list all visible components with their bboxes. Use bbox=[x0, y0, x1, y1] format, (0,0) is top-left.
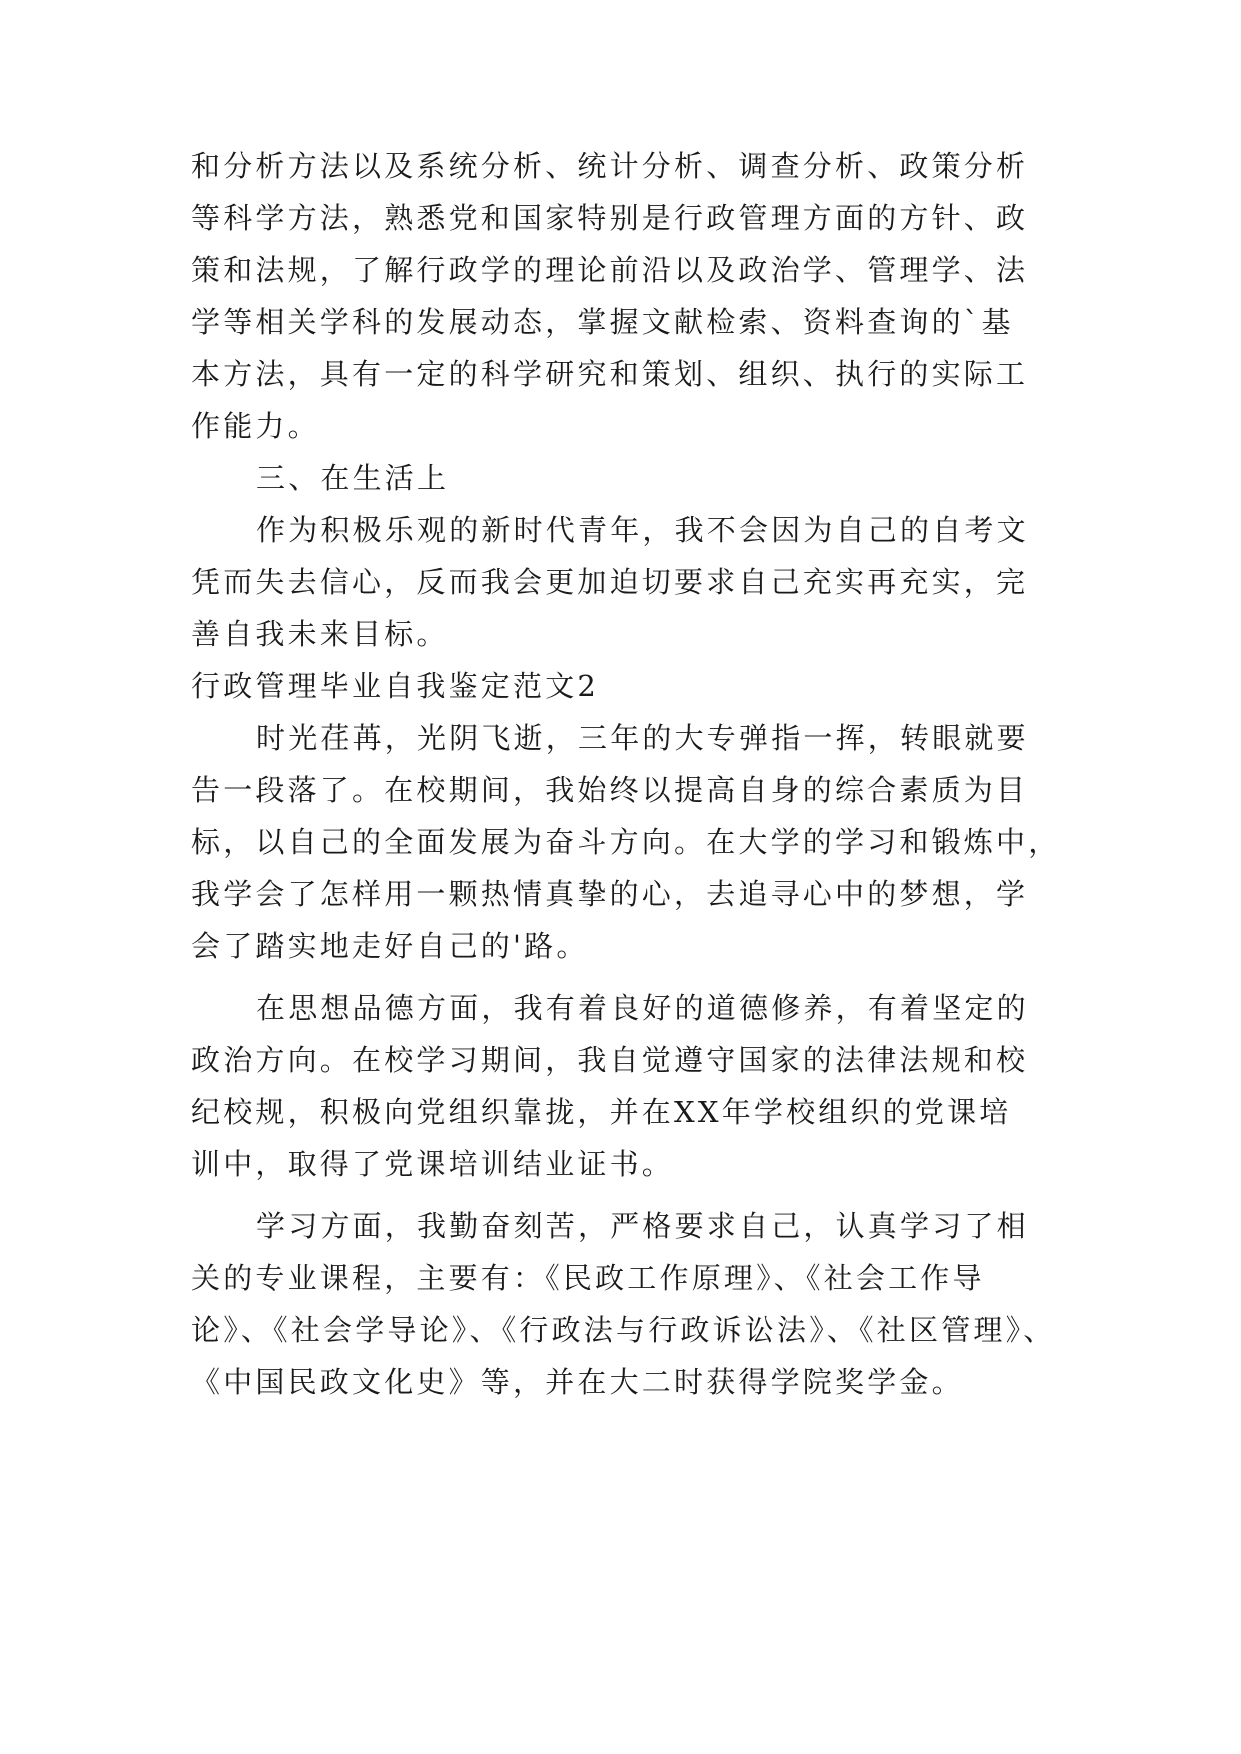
body-text-line: 策和法规，了解行政学的理论前沿以及政治学、管理学、法 bbox=[191, 253, 1029, 287]
body-text-line: 学等相关学科的发展动态，掌握文献检索、资料查询的`基 bbox=[191, 305, 1014, 339]
body-text-line: 会了踏实地走好自己的'路。 bbox=[191, 929, 589, 963]
body-text-line: 和分析方法以及系统分析、统计分析、调查分析、政策分析 bbox=[191, 149, 1029, 183]
body-text-line: 告一段落了。在校期间，我始终以提高自身的综合素质为目 bbox=[191, 773, 1029, 807]
body-text-line: 善自我未来目标。 bbox=[191, 617, 449, 651]
body-text-line: 政治方向。在校学习期间，我自觉遵守国家的法律法规和校 bbox=[191, 1043, 1029, 1077]
body-text-line: 我学会了怎样用一颗热情真挚的心，去追寻心中的梦想，学 bbox=[191, 877, 1029, 911]
article-title: 行政管理毕业自我鉴定范文2 bbox=[191, 669, 600, 703]
body-text-line: 时光荏苒，光阴飞逝，三年的大专弹指一挥，转眼就要 bbox=[256, 721, 1029, 755]
body-text-line: 关的专业课程，主要有：《民政工作原理》、《社会工作导 bbox=[191, 1261, 985, 1295]
body-text-line: 作为积极乐观的新时代青年，我不会因为自己的自考文 bbox=[256, 513, 1029, 547]
body-text-line: 论》、《社会学导论》、《行政法与行政诉讼法》、《社区管理》、 bbox=[191, 1313, 1056, 1347]
body-text-line: 在思想品德方面，我有着良好的道德修养，有着坚定的 bbox=[256, 991, 1029, 1025]
body-text-line: 本方法，具有一定的科学研究和策划、组织、执行的实际工 bbox=[191, 357, 1029, 391]
body-text-line: 凭而失去信心，反而我会更加迫切要求自己充实再充实，完 bbox=[191, 565, 1029, 599]
body-text-line: 作能力。 bbox=[191, 409, 320, 443]
section-heading: 三、在生活上 bbox=[256, 461, 450, 495]
body-text-line: 训中，取得了党课培训结业证书。 bbox=[191, 1147, 675, 1181]
body-text-line: 纪校规，积极向党组织靠拢，并在XX年学校组织的党课培 bbox=[191, 1095, 1012, 1129]
body-text-line: 标，以自己的全面发展为奋斗方向。在大学的学习和锻炼中， bbox=[191, 825, 1061, 859]
body-text-line: 等科学方法，熟悉党和国家特别是行政管理方面的方针、政 bbox=[191, 201, 1029, 235]
body-text-line: 学习方面，我勤奋刻苦，严格要求自己，认真学习了相 bbox=[256, 1209, 1029, 1243]
body-text-line: 《中国民政文化史》等，并在大二时获得学院奖学金。 bbox=[191, 1365, 964, 1399]
